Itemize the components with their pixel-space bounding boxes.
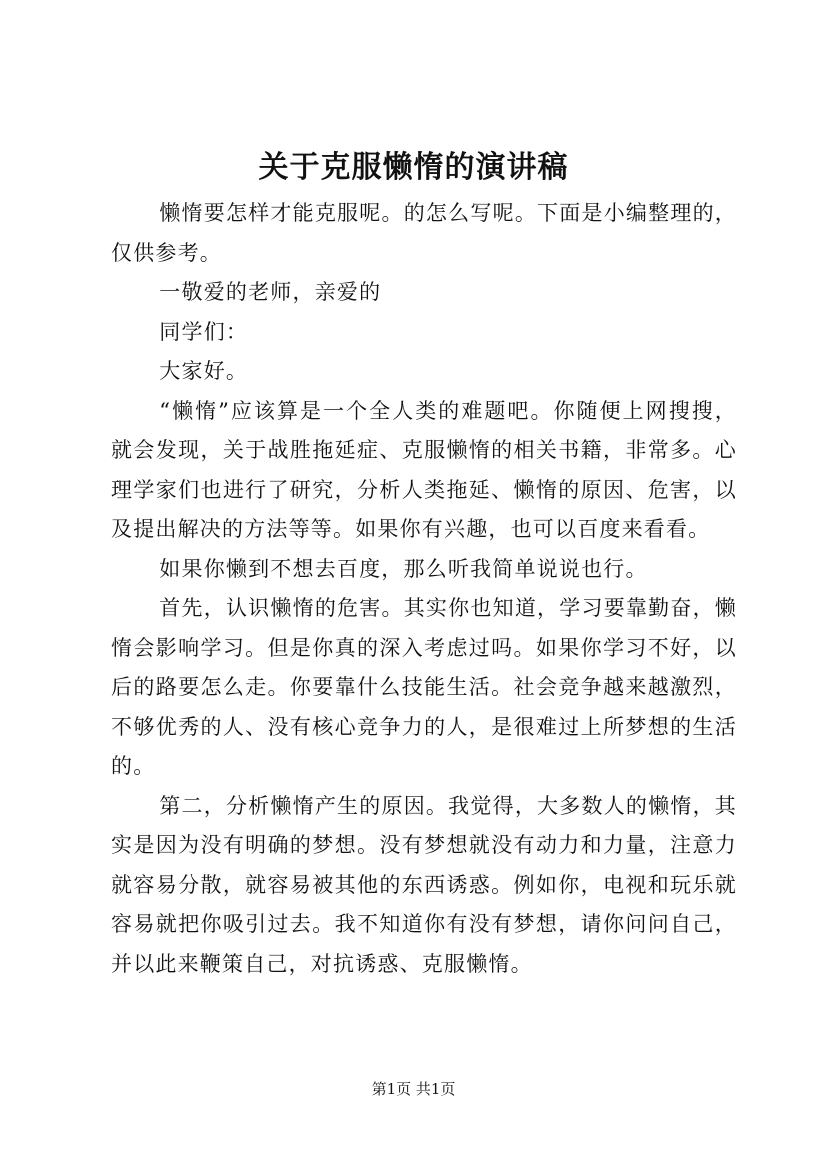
paragraph-first-point: 首先，认识懒惰的危害。其实你也知道，学习要靠勤奋，懒惰会影响学习。但是你真的深入考虑过吗。如果你学习不好，以后的路要怎么走。你要靠什么技能生活。社会竞争越来越激烈，不够优秀的人、没有核心竞争力的人，是很难过上所梦想的生活的。 <box>111 596 737 778</box>
paragraph-greeting: 大家好。 <box>159 359 249 383</box>
document-body <box>111 194 737 984</box>
paragraph-second-point: 第二，分析懒惰产生的原因。我觉得，大多数人的懒惰，其实是因为没有明确的梦想。没有梦想就没有动力和力量，注意力就容易分散，就容易被其他的东西诱惑。例如你，电视和玩乐就容易就把你吸引过去。我不知道你有没有梦想，请你问问自己，并以此来鞭策自己，对抗诱惑、克服懒惰。 <box>111 793 737 976</box>
page-footer: 第1页 共1页 <box>371 1080 456 1098</box>
paragraph-laziness-problem: “懒惰”应该算是一个全人类的难题吧。你随便上网搜搜，就会发现，关于战胜拖延症、克服懒惰的相关书籍，非常多。心理学家们也进行了研究，分析人类拖延、懒惰的原因、危害，以及提出解决的方法等等。如果你有兴趣，也可以百度来看看。 <box>111 398 737 541</box>
paragraph-salutation: 一敬爱的老师，亲爱的 <box>159 280 382 304</box>
paragraph-intro: 懒惰要怎样才能克服呢。的怎么写呢。下面是小编整理的，仅供参考。 <box>111 201 737 265</box>
paragraph-listen: 如果你懒到不想去百度，那么听我简单说说也行。 <box>159 556 648 581</box>
document-title: 关于克服懒惰的演讲稿 <box>258 150 569 185</box>
paragraph-classmates: 同学们： <box>159 319 249 344</box>
